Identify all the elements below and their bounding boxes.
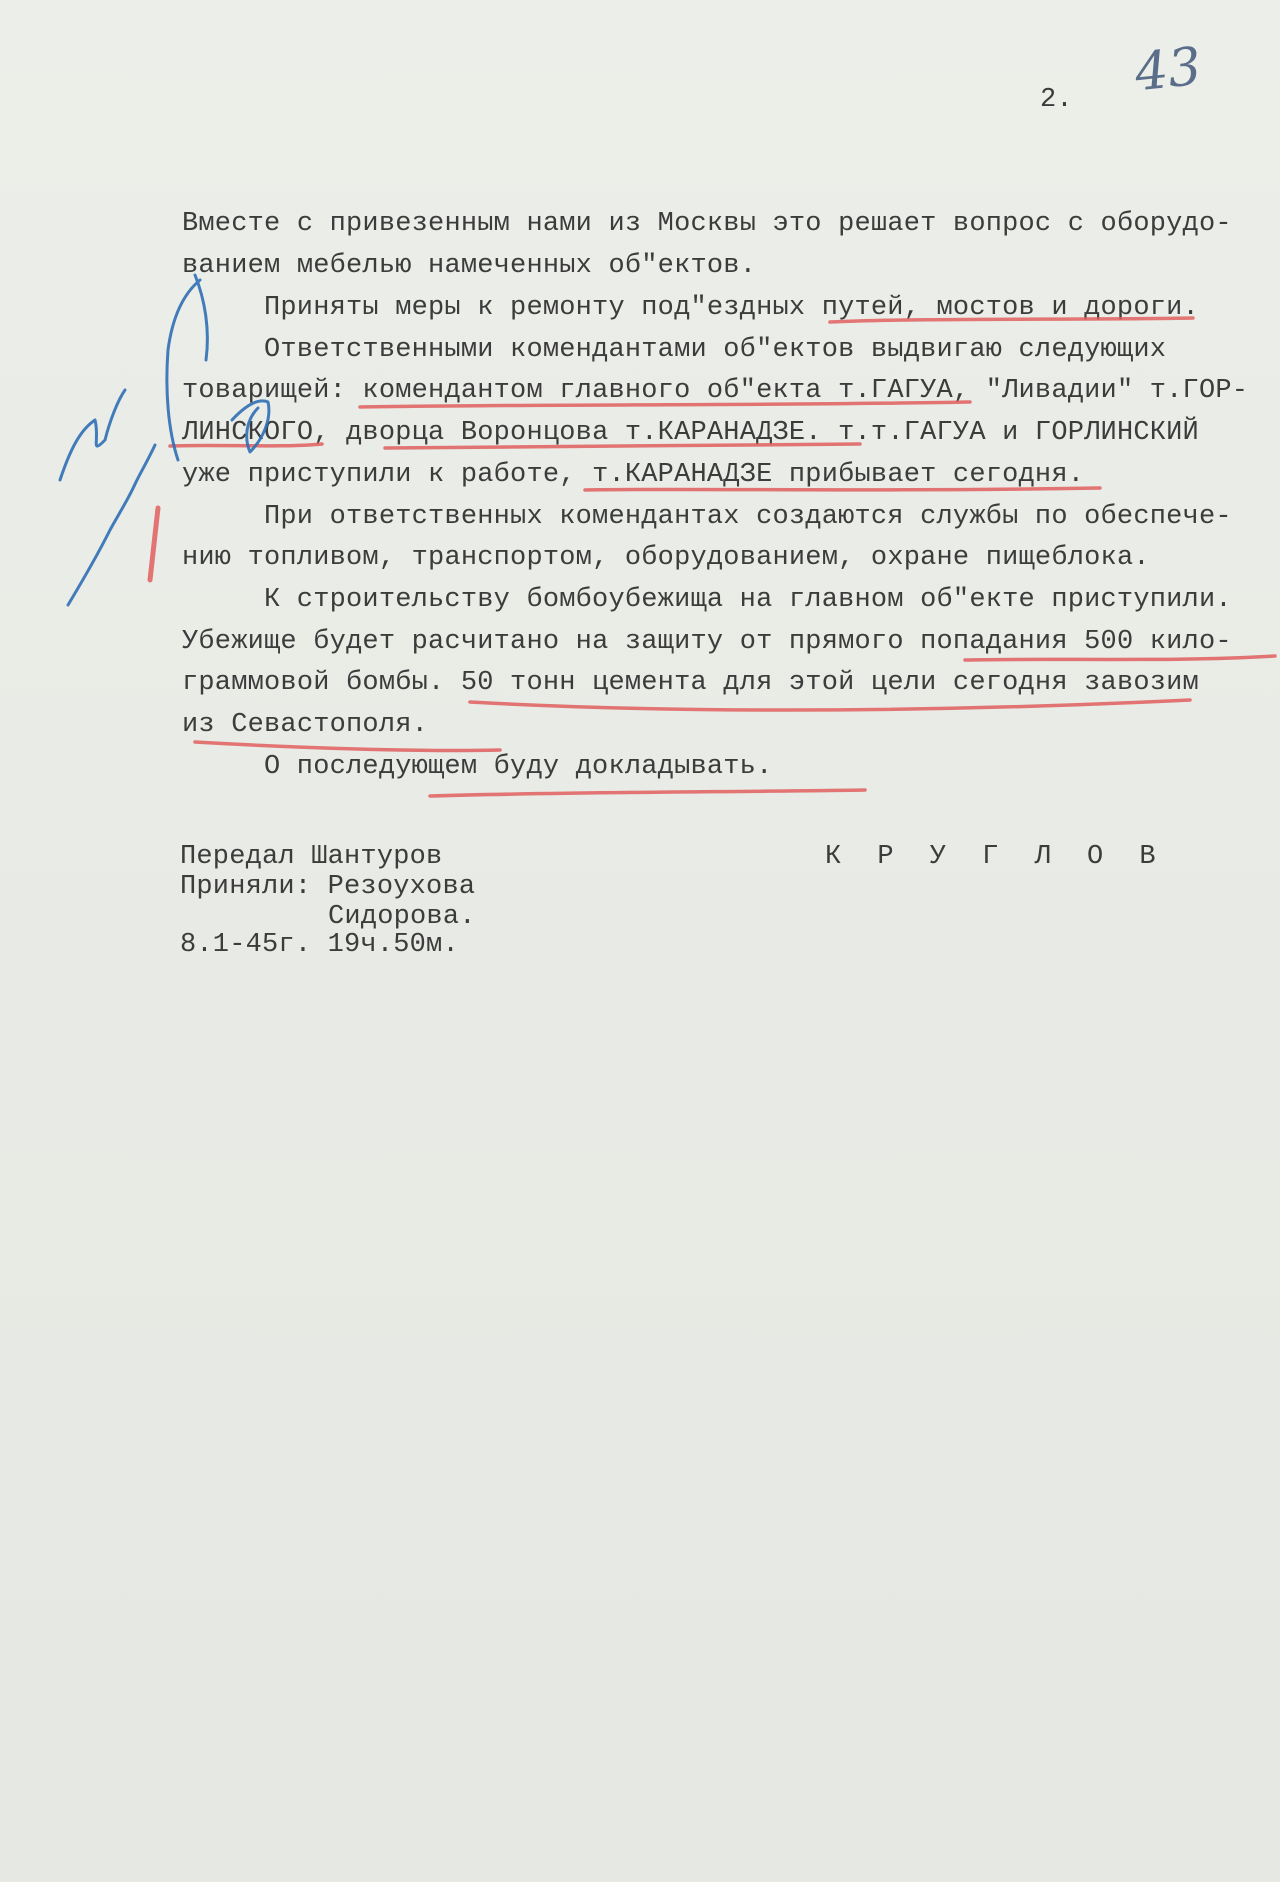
body-line-6: ЛИНСКОГО, дворца Воронцова т.КАРАНАДЗЕ. т.т.ГАГУА и ГОРЛИНСКИЙ bbox=[182, 418, 1199, 448]
body-line-5: товарищей: комендантом главного об"екта т.ГАГУА, "Ливадии" т.ГОР- bbox=[182, 376, 1249, 406]
body-line-7: уже приступили к работе, т.КАРАНАДЗЕ прибывает сегодня. bbox=[182, 460, 1085, 490]
body-line-3: Приняты меры к ремонту под"ездных путей, мостов и дороги. bbox=[264, 293, 1199, 323]
underline-gorlinsky bbox=[170, 444, 322, 446]
underline-arrives-today bbox=[585, 488, 1100, 490]
margin-note-1 bbox=[60, 390, 125, 480]
received-by-second: Сидорова. bbox=[328, 902, 476, 932]
received-by: Приняли: Резоухова bbox=[180, 872, 476, 902]
body-line-4: Ответственными комендантами об"ектов выдвигаю следующих bbox=[264, 335, 1167, 365]
margin-bracket bbox=[167, 280, 200, 460]
signature-name: К Р У Г Л О В bbox=[825, 842, 1166, 872]
body-line-10: К строительству бомбоубежища на главном об"екте приступили. bbox=[264, 585, 1232, 615]
underline-karanadze bbox=[385, 444, 860, 448]
underline-cement bbox=[470, 700, 1190, 710]
body-line-14: О последующем буду докладывать. bbox=[264, 752, 773, 782]
body-line-2: ванием мебелью намеченных об"ектов. bbox=[182, 251, 757, 281]
underline-roads bbox=[830, 318, 1193, 322]
underline-commandant bbox=[360, 402, 970, 407]
page-number: 2. bbox=[1040, 85, 1073, 115]
underline-sevastopol bbox=[195, 742, 500, 751]
sent-by: Передал Шантуров bbox=[180, 842, 443, 872]
underline-500kg bbox=[965, 656, 1275, 660]
margin-note-2 bbox=[68, 445, 155, 605]
body-line-1: Вместе с привезенным нами из Москвы это решает вопрос с оборудо- bbox=[182, 209, 1232, 239]
transmission-datetime: 8.1-45г. 19ч.50м. bbox=[180, 930, 459, 960]
margin-stroke bbox=[195, 275, 207, 360]
red-pencil-underlines bbox=[150, 318, 1275, 796]
body-line-11: Убежище будет расчитано на защиту от прямого попадания 500 кило- bbox=[182, 627, 1232, 657]
body-line-12: граммовой бомбы. 50 тонн цемента для этой цели сегодня завозим bbox=[182, 668, 1199, 698]
archive-page-number: 43 bbox=[1132, 36, 1205, 104]
body-line-13: из Севастополя. bbox=[182, 710, 429, 740]
margin-red-stroke bbox=[150, 508, 158, 580]
blue-ink-marginalia bbox=[60, 275, 269, 605]
underline-report bbox=[430, 790, 865, 796]
body-line-8: При ответственных комендантах создаются службы по обеспече- bbox=[264, 502, 1232, 532]
body-line-9: нию топливом, транспортом, оборудованием, охране пищеблока. bbox=[182, 543, 1150, 573]
